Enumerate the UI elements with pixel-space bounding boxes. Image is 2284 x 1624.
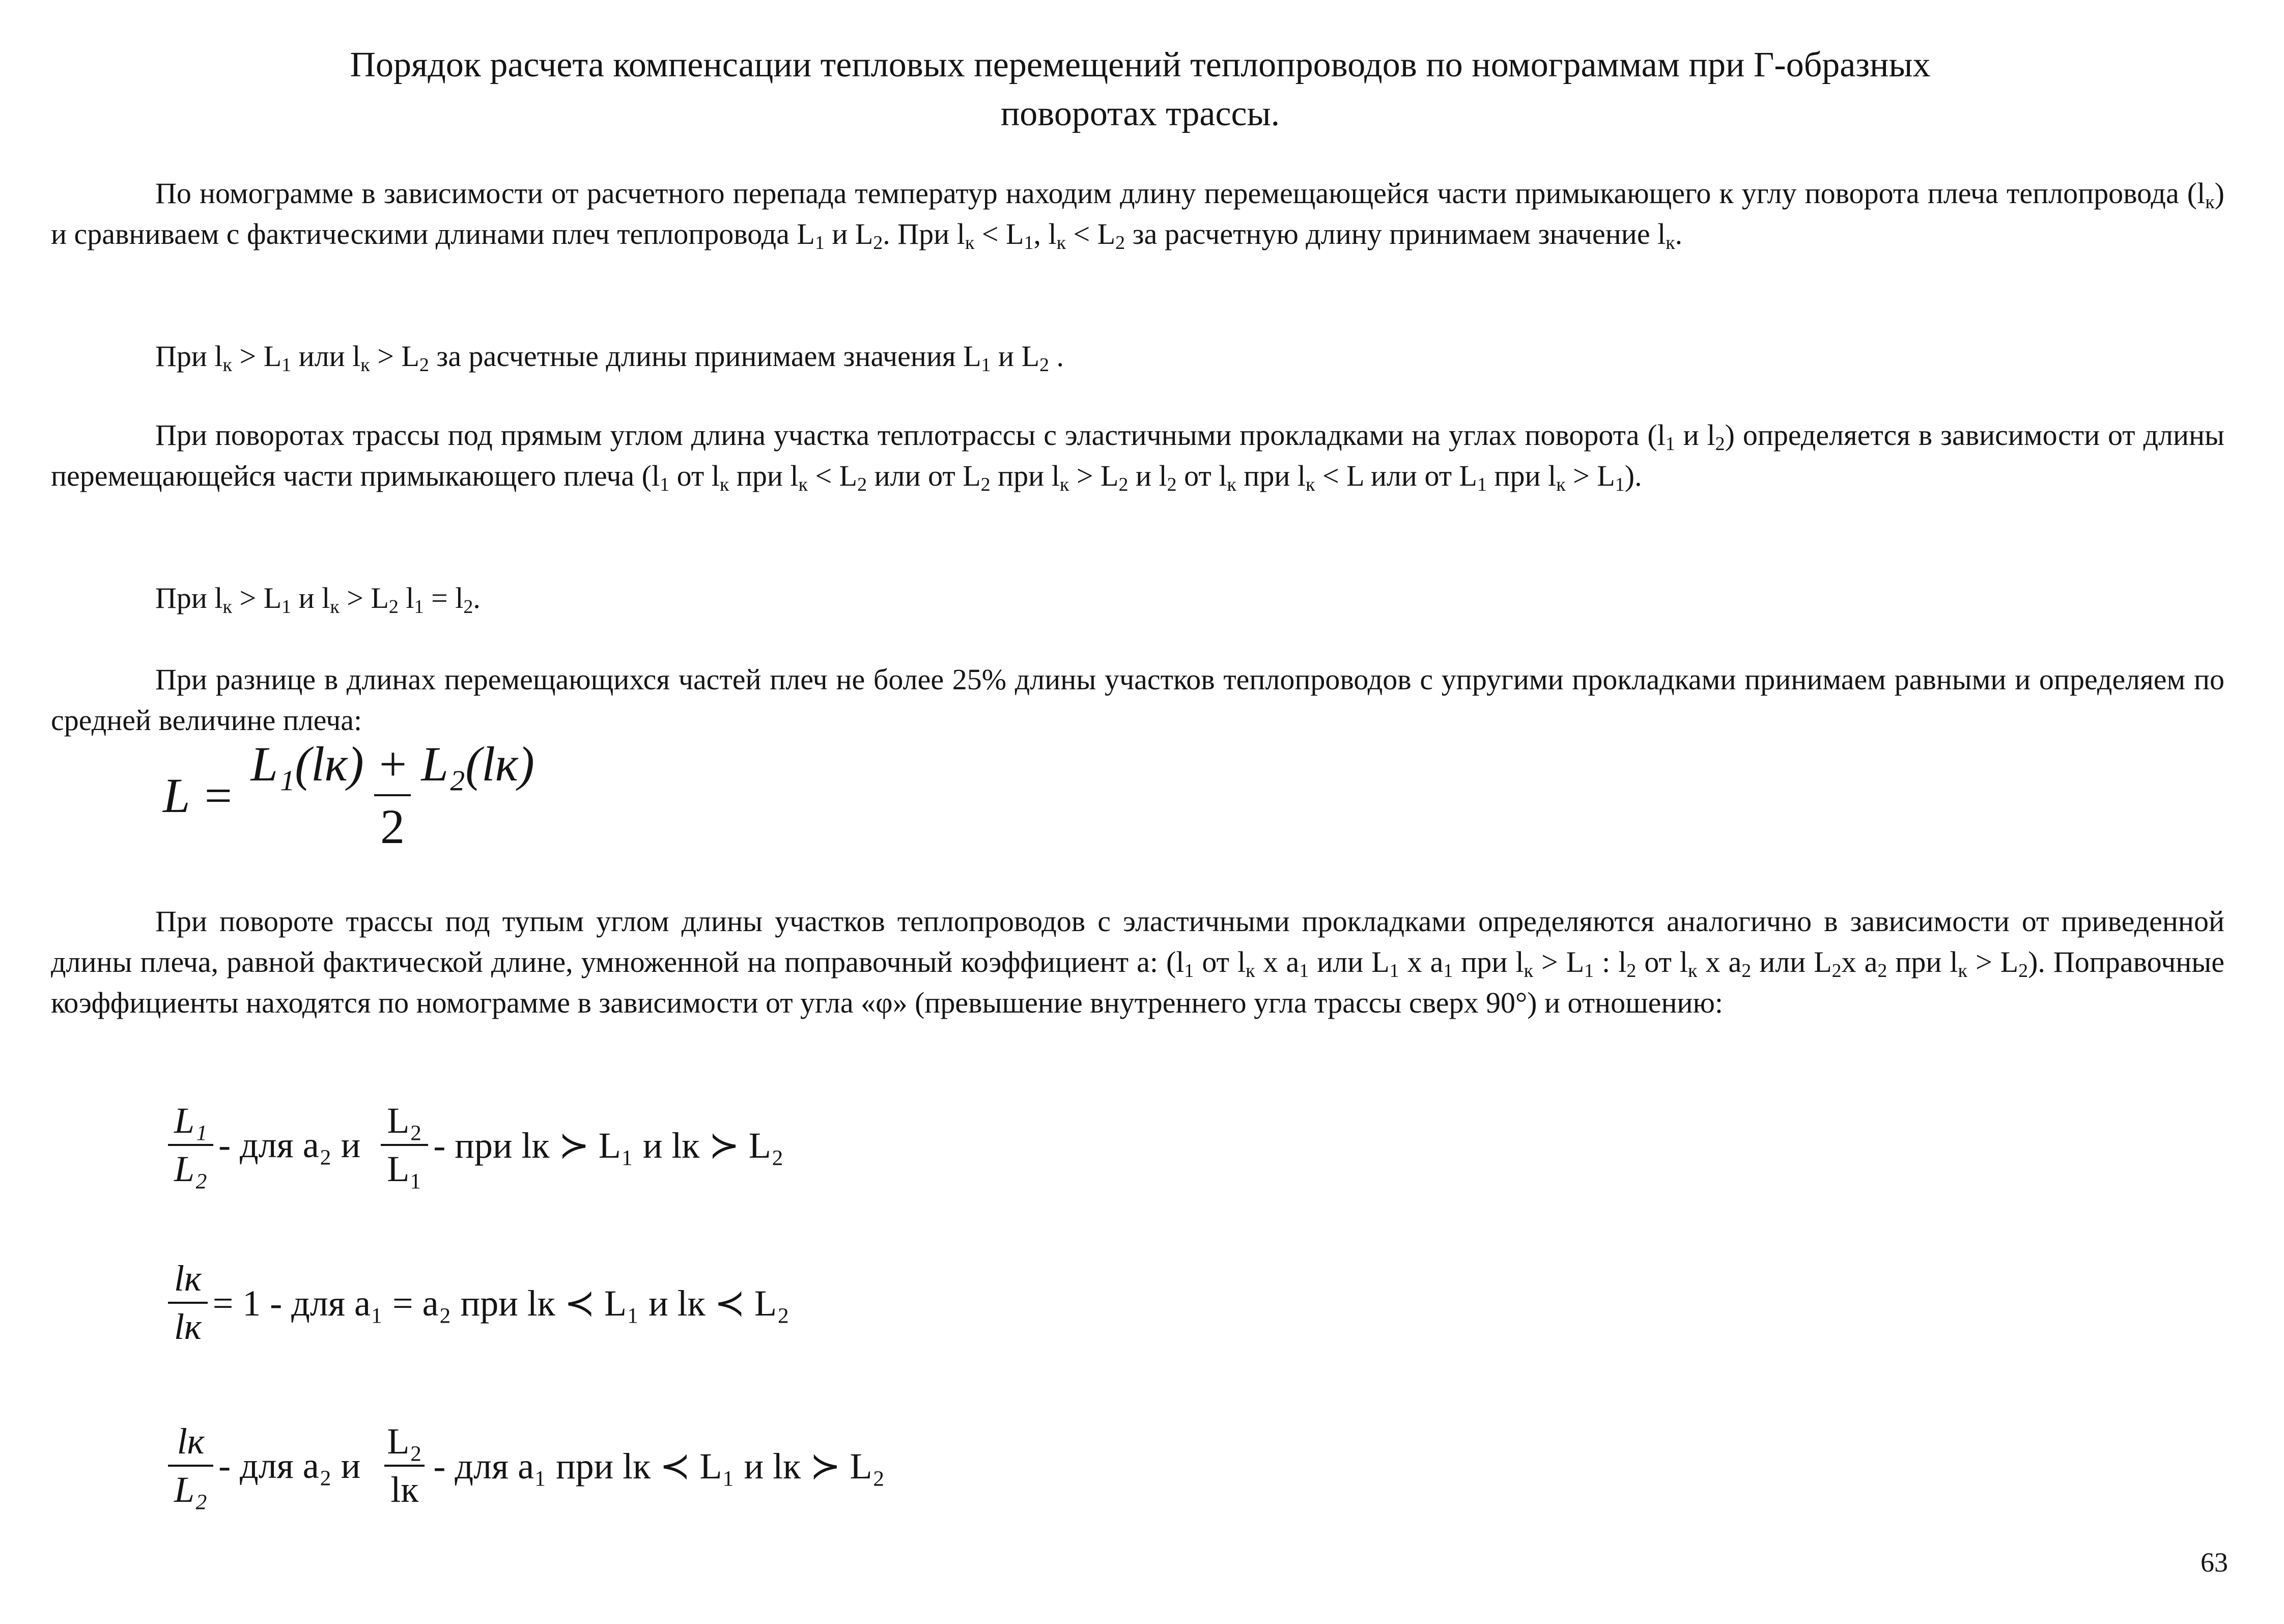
- formula-denominator: 2: [374, 794, 411, 855]
- formula-fraction: [244, 736, 540, 855]
- fraction-denominator: lк: [168, 1302, 208, 1348]
- formula-row-1: [163, 1100, 784, 1190]
- formula-lhs: L =: [163, 768, 235, 823]
- ratio-fraction-2: [381, 1420, 428, 1511]
- fraction-numerator: L₁: [174, 1100, 208, 1141]
- formula-text: = 1 - для a₁ = a₂ при lк ≺ L₁ и lк ≺ L₂: [212, 1282, 790, 1324]
- page-number: 63: [2201, 1547, 2228, 1578]
- fraction-denominator: L₂: [168, 1144, 213, 1190]
- fraction-denominator: lк: [384, 1465, 425, 1511]
- title-line-2: поворотах трассы.: [1000, 94, 1280, 133]
- fraction-numerator: L₂: [387, 1100, 422, 1141]
- formula-condition: - для a₁ при lк ≺ L₁ и lк ≻ L₂: [433, 1445, 885, 1487]
- paragraph-2: При $l_к > L_1$ или $l_к > L_2$ за расчетные длины принимаем значения $L_1$ и $L_2$ .: [155, 340, 1064, 376]
- fraction-numerator: L₂: [387, 1421, 422, 1462]
- paragraph-4: При $l_к > L_1$ и $l_к > L_2$ $l_1 = l_2$.: [155, 581, 481, 618]
- formula-text: - для a₂ и: [218, 1445, 361, 1486]
- fraction-numerator: lк: [174, 1258, 202, 1299]
- ratio-fraction-2: [381, 1100, 428, 1190]
- paragraph-6: При повороте трассы под тупым углом длины участков теплопроводов с эластичными прокладками определяются аналогично в зависимости от приведенной длины плеча, равной фактической длине, умноженной на поправочный коэффициент а: ($l_1$ от $l_к$ x $a_1$ или $L_1$ x $a_1$ при $l_к > L_1$ : $l_2$ от $l_к$ x $a_2$ или $L_2x$ $a_2$ при $l_к > L_2$). Поправочные коэффициенты находятся по номограмме в зависимости от угла «φ» (превышение внутреннего угла трассы сверх 90°) и отношению:: [51, 905, 2224, 1019]
- paragraph-1: По номограмме в зависимости от расчетного перепада температур находим длину перемещающейся части примыкающего к углу поворота плеча теплопровода $(l_к)$ и сравниваем с фактическими длинами плеч теплопровода $L_1$ и $L_2$. При $l_к < L_1$, $l_к < L_2$ за расчетную длину принимаем значение $l_к$.: [51, 177, 2224, 254]
- fraction-numerator: lк: [177, 1421, 205, 1462]
- paragraph-5: При разнице в длинах перемещающихся частей плеч не более 25% длины участков теплопроводов с упругими прокладками принимаем равными и определяем по средней величине плеча:: [51, 663, 2224, 737]
- fraction-denominator: L₁: [381, 1144, 428, 1190]
- formula-condition: - при lк ≻ L₁ и lк ≻ L₂: [433, 1125, 784, 1166]
- ratio-fraction-1: [168, 1257, 208, 1348]
- ratio-fraction-1: [168, 1420, 213, 1511]
- page-title: [153, 41, 2128, 138]
- paragraph-3: При поворотах трассы под прямым углом длина участка теплотрассы с эластичными прокладками на углах поворота ($l_1$ и $l_2$) определяется в зависимости от длины перемещающейся части примыкающего плеча ($l_1$ от $l_к$ при $l_к < L_2$ или от $L_2$ при $l_к > L_2$ и $l_2$ от $l_к$ при $l_к < L$ или от $L_1$ при $l_к > L_1$).: [51, 418, 2225, 495]
- fraction-denominator: L₂: [168, 1465, 213, 1511]
- formula-row-3: [163, 1420, 885, 1511]
- formula-numerator: L₁(lк) + L₂(lк): [250, 737, 534, 791]
- formula-average-length: [163, 736, 546, 855]
- formula-row-2: [163, 1257, 789, 1348]
- ratio-fraction-1: [168, 1100, 213, 1190]
- title-line-1: Порядок расчета компенсации тепловых перемещений теплопроводов по номограммам при Г-образных: [350, 45, 1931, 85]
- formula-text: - для a₂ и: [218, 1124, 361, 1165]
